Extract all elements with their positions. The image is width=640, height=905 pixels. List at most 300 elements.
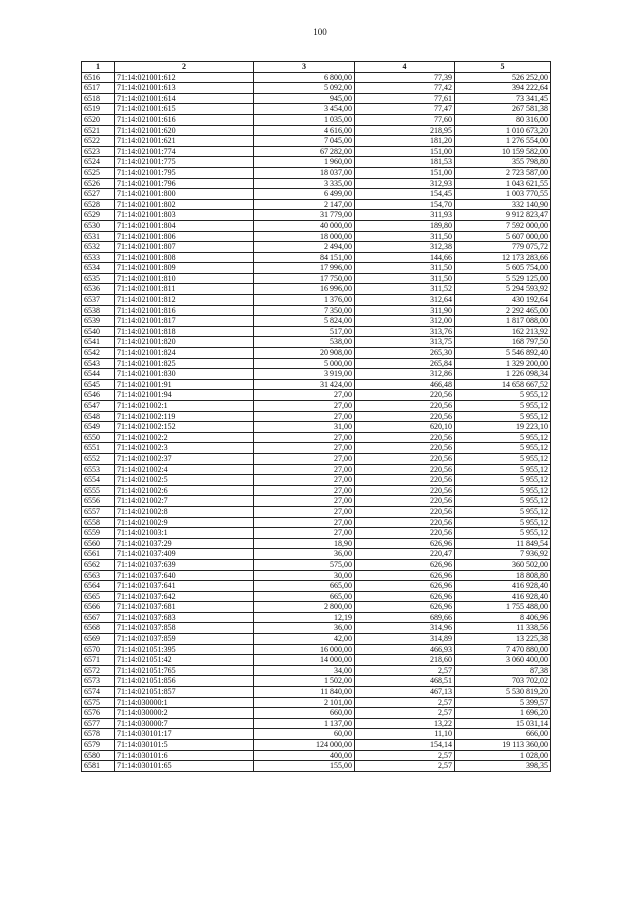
area-cell: 7 350,00: [254, 305, 355, 316]
row-number-cell: 6558: [82, 517, 115, 528]
price-cell: 77,61: [355, 93, 455, 104]
cadastral-number-cell: 71:14:030101:5: [115, 740, 254, 751]
table-row: [82, 125, 551, 136]
cadastral-number-cell: 71:14:021037:641: [115, 581, 254, 592]
row-number-cell: 6573: [82, 676, 115, 687]
cost-cell: 5 607 000,00: [455, 231, 551, 242]
cost-cell: 7 936,92: [455, 549, 551, 560]
table-row: [82, 496, 551, 507]
price-cell: 220,56: [355, 506, 455, 517]
table-row: [82, 146, 551, 157]
row-number-cell: 6535: [82, 273, 115, 284]
area-cell: 1 035,00: [254, 114, 355, 125]
cost-cell: 526 252,00: [455, 72, 551, 83]
cost-cell: 430 192,64: [455, 295, 551, 306]
table-row: [82, 687, 551, 698]
cost-cell: 332 140,90: [455, 199, 551, 210]
cost-cell: 7 592 000,00: [455, 220, 551, 231]
area-cell: 517,00: [254, 326, 355, 337]
row-number-cell: 6571: [82, 655, 115, 666]
area-cell: 16 996,00: [254, 284, 355, 295]
table-row: [82, 72, 551, 83]
table-row: [82, 485, 551, 496]
price-cell: 311,50: [355, 263, 455, 274]
row-number-cell: 6560: [82, 538, 115, 549]
table-row: [82, 697, 551, 708]
cost-cell: 15 031,14: [455, 718, 551, 729]
cadastral-number-cell: 71:14:021051:856: [115, 676, 254, 687]
table-row: [82, 252, 551, 263]
price-cell: 144,66: [355, 252, 455, 263]
cost-cell: 1 696,20: [455, 708, 551, 719]
table-row: [82, 284, 551, 295]
cadastral-number-cell: 71:14:021002:7: [115, 496, 254, 507]
price-cell: 13,22: [355, 718, 455, 729]
row-number-cell: 6544: [82, 369, 115, 380]
table-row: [82, 167, 551, 178]
cost-cell: 73 341,45: [455, 93, 551, 104]
price-cell: 314,89: [355, 634, 455, 645]
cadastral-number-cell: 71:14:021001:825: [115, 358, 254, 369]
area-cell: 16 000,00: [254, 644, 355, 655]
row-number-cell: 6543: [82, 358, 115, 369]
area-cell: 27,00: [254, 517, 355, 528]
table-row: [82, 189, 551, 200]
price-cell: 689,66: [355, 612, 455, 623]
table-row: [82, 708, 551, 719]
price-cell: 468,51: [355, 676, 455, 687]
cost-cell: 1 755 488,00: [455, 602, 551, 613]
cost-cell: 2 292 465,00: [455, 305, 551, 316]
price-cell: 466,48: [355, 379, 455, 390]
area-cell: 7 045,00: [254, 136, 355, 147]
cadastral-number-cell: 71:14:021001:816: [115, 305, 254, 316]
cost-cell: 267 581,38: [455, 104, 551, 115]
cadastral-number-cell: 71:14:021001:830: [115, 369, 254, 380]
cost-cell: 162 213,92: [455, 326, 551, 337]
cadastral-number-cell: 71:14:021002:4: [115, 464, 254, 475]
cadastral-number-cell: 71:14:021001:811: [115, 284, 254, 295]
cost-cell: 1 010 673,20: [455, 125, 551, 136]
row-number-cell: 6566: [82, 602, 115, 613]
area-cell: 84 151,00: [254, 252, 355, 263]
row-number-cell: 6523: [82, 146, 115, 157]
row-number-cell: 6526: [82, 178, 115, 189]
table-row: [82, 729, 551, 740]
cost-cell: 5 955,12: [455, 443, 551, 454]
price-cell: 265,30: [355, 348, 455, 359]
cadastral-number-cell: 71:14:021001:806: [115, 231, 254, 242]
cost-cell: 355 798,80: [455, 157, 551, 168]
price-cell: 626,96: [355, 570, 455, 581]
area-cell: 27,00: [254, 464, 355, 475]
cadastral-number-cell: 71:14:021001:774: [115, 146, 254, 157]
table-row: [82, 401, 551, 412]
price-cell: 77,42: [355, 83, 455, 94]
area-cell: 3 919,00: [254, 369, 355, 380]
area-cell: 18 037,00: [254, 167, 355, 178]
price-cell: 220,56: [355, 390, 455, 401]
area-cell: 17 750,00: [254, 273, 355, 284]
row-number-cell: 6545: [82, 379, 115, 390]
table-row: [82, 231, 551, 242]
table-row: [82, 623, 551, 634]
table-row: [82, 475, 551, 486]
row-number-cell: 6536: [82, 284, 115, 295]
row-number-cell: 6547: [82, 401, 115, 412]
cadastral-number-cell: 71:14:021051:765: [115, 665, 254, 676]
cost-cell: 5 955,12: [455, 475, 551, 486]
price-cell: 181,20: [355, 136, 455, 147]
cadastral-number-cell: 71:14:030101:6: [115, 750, 254, 761]
cost-cell: 13 225,38: [455, 634, 551, 645]
row-number-cell: 6564: [82, 581, 115, 592]
cost-cell: 11 849,54: [455, 538, 551, 549]
row-number-cell: 6524: [82, 157, 115, 168]
price-cell: 77,39: [355, 72, 455, 83]
price-cell: 218,95: [355, 125, 455, 136]
row-number-cell: 6556: [82, 496, 115, 507]
cadastral-number-cell: 71:14:021001:795: [115, 167, 254, 178]
cost-cell: 80 316,00: [455, 114, 551, 125]
cadastral-number-cell: 71:14:021037:639: [115, 559, 254, 570]
cadastral-number-cell: 71:14:021002:152: [115, 422, 254, 433]
registry-table: [81, 61, 551, 772]
cost-cell: 168 797,50: [455, 337, 551, 348]
cadastral-number-cell: 71:14:021001:818: [115, 326, 254, 337]
area-cell: 18 000,00: [254, 231, 355, 242]
cost-cell: 416 928,40: [455, 591, 551, 602]
price-cell: 314,96: [355, 623, 455, 634]
cadastral-number-cell: 71:14:021001:820: [115, 337, 254, 348]
table-row: [82, 348, 551, 359]
cadastral-number-cell: 71:14:021037:683: [115, 612, 254, 623]
table-row: [82, 676, 551, 687]
row-number-cell: 6530: [82, 220, 115, 231]
cost-cell: 5 955,12: [455, 485, 551, 496]
table-row: [82, 273, 551, 284]
cadastral-number-cell: 71:14:021051:42: [115, 655, 254, 666]
cost-cell: 9 912 823,47: [455, 210, 551, 221]
price-cell: 154,45: [355, 189, 455, 200]
cost-cell: 1 028,00: [455, 750, 551, 761]
price-cell: 189,80: [355, 220, 455, 231]
cost-cell: 779 075,72: [455, 242, 551, 253]
table-row: [82, 263, 551, 274]
cadastral-number-cell: 71:14:021002:6: [115, 485, 254, 496]
row-number-cell: 6538: [82, 305, 115, 316]
table-row: [82, 242, 551, 253]
area-cell: 665,00: [254, 581, 355, 592]
table-body: [82, 72, 551, 771]
header-col-5: 5: [455, 62, 551, 73]
area-cell: 27,00: [254, 390, 355, 401]
price-cell: 311,93: [355, 210, 455, 221]
table-row: [82, 104, 551, 115]
cost-cell: 5 955,12: [455, 411, 551, 422]
price-cell: 626,96: [355, 602, 455, 613]
table-row: [82, 591, 551, 602]
area-cell: 2 101,00: [254, 697, 355, 708]
area-cell: 11 840,00: [254, 687, 355, 698]
row-number-cell: 6520: [82, 114, 115, 125]
table-row: [82, 114, 551, 125]
row-number-cell: 6525: [82, 167, 115, 178]
table-row: [82, 750, 551, 761]
table-row: [82, 644, 551, 655]
cadastral-number-cell: 71:14:021002:9: [115, 517, 254, 528]
area-cell: 27,00: [254, 506, 355, 517]
cadastral-number-cell: 71:14:021001:621: [115, 136, 254, 147]
price-cell: 311,50: [355, 231, 455, 242]
row-number-cell: 6537: [82, 295, 115, 306]
price-cell: 154,70: [355, 199, 455, 210]
price-cell: 220,56: [355, 411, 455, 422]
table-row: [82, 358, 551, 369]
table-row: [82, 210, 551, 221]
cadastral-number-cell: 71:14:021001:803: [115, 210, 254, 221]
area-cell: 60,00: [254, 729, 355, 740]
table-row: [82, 655, 551, 666]
row-number-cell: 6550: [82, 432, 115, 443]
price-cell: 620,10: [355, 422, 455, 433]
area-cell: 4 616,00: [254, 125, 355, 136]
cost-cell: 1 817 088,00: [455, 316, 551, 327]
cost-cell: 1 043 621,55: [455, 178, 551, 189]
cadastral-number-cell: 71:14:021003:1: [115, 528, 254, 539]
cadastral-number-cell: 71:14:030000:2: [115, 708, 254, 719]
row-number-cell: 6518: [82, 93, 115, 104]
table-row: [82, 369, 551, 380]
cost-cell: 5 605 754,00: [455, 263, 551, 274]
area-cell: 1 502,00: [254, 676, 355, 687]
header-row: [82, 62, 551, 73]
area-cell: 665,00: [254, 591, 355, 602]
cost-cell: 5 955,12: [455, 506, 551, 517]
price-cell: 220,56: [355, 528, 455, 539]
area-cell: 5 824,00: [254, 316, 355, 327]
cost-cell: 5 955,12: [455, 528, 551, 539]
cost-cell: 1 226 098,34: [455, 369, 551, 380]
area-cell: 17 996,00: [254, 263, 355, 274]
row-number-cell: 6559: [82, 528, 115, 539]
row-number-cell: 6532: [82, 242, 115, 253]
area-cell: 42,00: [254, 634, 355, 645]
row-number-cell: 6565: [82, 591, 115, 602]
price-cell: 313,75: [355, 337, 455, 348]
cadastral-number-cell: 71:14:021002:2: [115, 432, 254, 443]
cadastral-number-cell: 71:14:021001:775: [115, 157, 254, 168]
price-cell: 2,57: [355, 708, 455, 719]
table-row: [82, 411, 551, 422]
area-cell: 14 000,00: [254, 655, 355, 666]
header-col-2: 2: [115, 62, 254, 73]
price-cell: 220,56: [355, 401, 455, 412]
price-cell: 220,56: [355, 517, 455, 528]
table-row: [82, 634, 551, 645]
row-number-cell: 6527: [82, 189, 115, 200]
area-cell: 31 779,00: [254, 210, 355, 221]
area-cell: 40 000,00: [254, 220, 355, 231]
cadastral-number-cell: 71:14:021037:640: [115, 570, 254, 581]
cadastral-number-cell: 71:14:021002:3: [115, 443, 254, 454]
area-cell: 27,00: [254, 485, 355, 496]
table-row: [82, 379, 551, 390]
table-header: [82, 62, 551, 73]
price-cell: 151,00: [355, 167, 455, 178]
price-cell: 312,38: [355, 242, 455, 253]
price-cell: 311,50: [355, 273, 455, 284]
cost-cell: 5 955,12: [455, 496, 551, 507]
table-row: [82, 422, 551, 433]
row-number-cell: 6551: [82, 443, 115, 454]
row-number-cell: 6517: [82, 83, 115, 94]
cadastral-number-cell: 71:14:030101:17: [115, 729, 254, 740]
row-number-cell: 6581: [82, 761, 115, 772]
price-cell: 2,57: [355, 750, 455, 761]
table-row: [82, 326, 551, 337]
cadastral-number-cell: 71:14:021001:824: [115, 348, 254, 359]
cost-cell: 10 159 582,00: [455, 146, 551, 157]
area-cell: 30,00: [254, 570, 355, 581]
area-cell: 3 335,00: [254, 178, 355, 189]
price-cell: 626,96: [355, 559, 455, 570]
price-cell: 220,56: [355, 443, 455, 454]
table-row: [82, 528, 551, 539]
cadastral-number-cell: 71:14:021001:613: [115, 83, 254, 94]
area-cell: 18,90: [254, 538, 355, 549]
cost-cell: 703 702,02: [455, 676, 551, 687]
row-number-cell: 6569: [82, 634, 115, 645]
table-row: [82, 432, 551, 443]
price-cell: 312,00: [355, 316, 455, 327]
price-cell: 220,56: [355, 475, 455, 486]
row-number-cell: 6529: [82, 210, 115, 221]
cost-cell: 3 060 400,00: [455, 655, 551, 666]
row-number-cell: 6557: [82, 506, 115, 517]
table-row: [82, 718, 551, 729]
cadastral-number-cell: 71:14:021001:800: [115, 189, 254, 200]
row-number-cell: 6533: [82, 252, 115, 263]
cadastral-number-cell: 71:14:021001:94: [115, 390, 254, 401]
cost-cell: 416 928,40: [455, 581, 551, 592]
table-row: [82, 453, 551, 464]
row-number-cell: 6522: [82, 136, 115, 147]
cadastral-number-cell: 71:14:021051:857: [115, 687, 254, 698]
area-cell: 27,00: [254, 432, 355, 443]
table-row: [82, 83, 551, 94]
area-cell: 27,00: [254, 453, 355, 464]
cadastral-number-cell: 71:14:021051:395: [115, 644, 254, 655]
table-row: [82, 136, 551, 147]
price-cell: 312,86: [355, 369, 455, 380]
cadastral-number-cell: 71:14:021037:681: [115, 602, 254, 613]
cost-cell: 19 113 360,00: [455, 740, 551, 751]
row-number-cell: 6579: [82, 740, 115, 751]
table-row: [82, 740, 551, 751]
price-cell: 2,57: [355, 761, 455, 772]
cost-cell: 12 173 283,66: [455, 252, 551, 263]
row-number-cell: 6534: [82, 263, 115, 274]
table-row: [82, 665, 551, 676]
cost-cell: 666,00: [455, 729, 551, 740]
row-number-cell: 6548: [82, 411, 115, 422]
cadastral-number-cell: 71:14:021037:858: [115, 623, 254, 634]
price-cell: 220,56: [355, 485, 455, 496]
row-number-cell: 6519: [82, 104, 115, 115]
cadastral-number-cell: 71:14:021001:620: [115, 125, 254, 136]
cost-cell: 5 955,12: [455, 390, 551, 401]
price-cell: 220,47: [355, 549, 455, 560]
row-number-cell: 6568: [82, 623, 115, 634]
row-number-cell: 6575: [82, 697, 115, 708]
cost-cell: 5 529 125,00: [455, 273, 551, 284]
cadastral-number-cell: 71:14:021037:859: [115, 634, 254, 645]
row-number-cell: 6561: [82, 549, 115, 560]
cadastral-number-cell: 71:14:030000:7: [115, 718, 254, 729]
table-row: [82, 612, 551, 623]
cadastral-number-cell: 71:14:021037:409: [115, 549, 254, 560]
table-row: [82, 157, 551, 168]
row-number-cell: 6521: [82, 125, 115, 136]
cadastral-number-cell: 71:14:021002:37: [115, 453, 254, 464]
table-row: [82, 559, 551, 570]
row-number-cell: 6516: [82, 72, 115, 83]
cadastral-number-cell: 71:14:021001:817: [115, 316, 254, 327]
table-row: [82, 178, 551, 189]
area-cell: 2 147,00: [254, 199, 355, 210]
table-row: [82, 93, 551, 104]
price-cell: 626,96: [355, 581, 455, 592]
price-cell: 626,96: [355, 591, 455, 602]
page-number: 100: [313, 27, 327, 37]
cadastral-number-cell: 71:14:021037:29: [115, 538, 254, 549]
cost-cell: 2 723 587,00: [455, 167, 551, 178]
row-number-cell: 6553: [82, 464, 115, 475]
cadastral-number-cell: 71:14:021001:809: [115, 263, 254, 274]
cost-cell: 5 955,12: [455, 432, 551, 443]
price-cell: 626,96: [355, 538, 455, 549]
cadastral-number-cell: 71:14:021001:807: [115, 242, 254, 253]
row-number-cell: 6555: [82, 485, 115, 496]
row-number-cell: 6528: [82, 199, 115, 210]
cadastral-number-cell: 71:14:021001:802: [115, 199, 254, 210]
row-number-cell: 6574: [82, 687, 115, 698]
cost-cell: 5 955,12: [455, 517, 551, 528]
table-row: [82, 517, 551, 528]
area-cell: 27,00: [254, 528, 355, 539]
cost-cell: 87,38: [455, 665, 551, 676]
price-cell: 11,10: [355, 729, 455, 740]
table-row: [82, 220, 551, 231]
price-cell: 311,90: [355, 305, 455, 316]
area-cell: 36,00: [254, 549, 355, 560]
area-cell: 20 908,00: [254, 348, 355, 359]
area-cell: 3 454,00: [254, 104, 355, 115]
table-row: [82, 464, 551, 475]
price-cell: 265,84: [355, 358, 455, 369]
row-number-cell: 6549: [82, 422, 115, 433]
cadastral-number-cell: 71:14:021001:810: [115, 273, 254, 284]
price-cell: 154,14: [355, 740, 455, 751]
cost-cell: 11 338,56: [455, 623, 551, 634]
cost-cell: 5 399,57: [455, 697, 551, 708]
row-number-cell: 6540: [82, 326, 115, 337]
area-cell: 6 499,00: [254, 189, 355, 200]
area-cell: 67 282,00: [254, 146, 355, 157]
area-cell: 34,00: [254, 665, 355, 676]
area-cell: 27,00: [254, 411, 355, 422]
